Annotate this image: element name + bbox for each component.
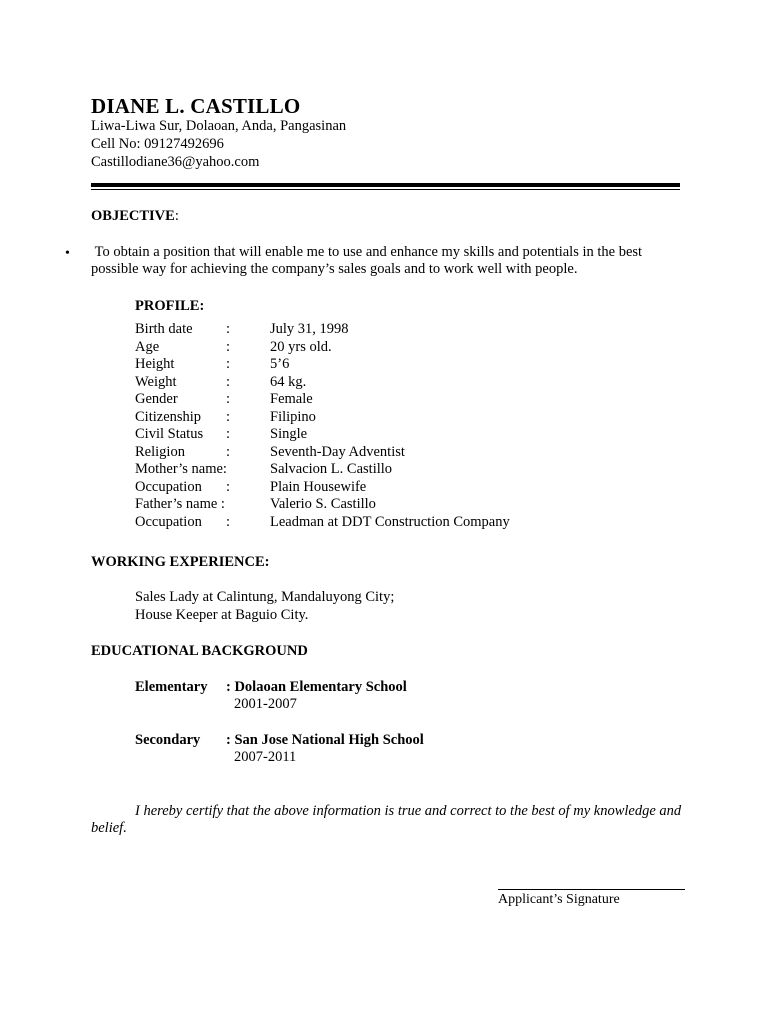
address: Liwa-Liwa Sur, Dolaoan, Anda, Pangasinan <box>91 118 347 134</box>
bullet-icon: • <box>65 246 70 261</box>
profile-value: 64 kg. <box>270 373 307 390</box>
education-years: 2007-2011 <box>234 749 297 765</box>
profile-colon: : <box>226 426 231 442</box>
profile-label: Weight <box>135 373 177 390</box>
profile-value: 20 yrs old. <box>270 338 332 355</box>
education-level: Secondary <box>135 732 201 748</box>
profile-value: Plain Housewife <box>270 478 367 495</box>
experience-heading: WORKING EXPERIENCE: <box>91 554 270 570</box>
profile-value: Salvacion L. Castillo <box>270 461 393 477</box>
profile-label: Height <box>135 356 175 372</box>
profile-label: Gender <box>135 391 178 407</box>
profile-heading: PROFILE: <box>135 298 205 314</box>
signature-label: Applicant’s Signature <box>498 892 620 907</box>
profile-value: 5’6 <box>270 356 290 372</box>
education-level: Elementary <box>135 679 208 695</box>
profile-value: Female <box>270 391 313 407</box>
profile-colon: : <box>226 443 231 460</box>
education-years: 2001-2007 <box>234 696 297 712</box>
education-heading: EDUCATIONAL BACKGROUND <box>91 643 308 659</box>
email: Castillodiane36@yahoo.com <box>91 154 260 170</box>
objective-heading: OBJECTIVE: <box>91 208 179 224</box>
profile-colon: : <box>226 391 231 407</box>
signature-line <box>498 889 685 890</box>
education-school: : Dolaoan Elementary School <box>226 679 407 695</box>
profile-colon: : <box>226 513 231 530</box>
objective-text: To obtain a position that will enable me to use and enhance my skills and potentials in the best possible way for achieving the company’s sales goals and to work well with people. <box>91 244 643 277</box>
profile-value: Seventh-Day Adventist <box>270 443 405 460</box>
profile-label: Citizenship <box>135 408 202 425</box>
experience-item: House Keeper at Baguio City. <box>135 607 309 623</box>
profile-label: Father’s name : <box>135 496 225 512</box>
profile-colon: : <box>226 478 231 495</box>
profile-value: July 31, 1998 <box>270 321 349 337</box>
header-divider-thick <box>91 183 680 187</box>
cell-number: Cell No: 09127492696 <box>91 136 224 152</box>
profile-value: Single <box>270 426 308 442</box>
profile-label: Birth date <box>135 321 193 337</box>
profile-value: Leadman at DDT Construction Company <box>270 513 510 530</box>
profile-colon: : <box>226 408 231 425</box>
profile-label: Occupation <box>135 478 202 495</box>
profile-value: Valerio S. Castillo <box>270 496 376 512</box>
profile-colon: : <box>226 373 231 390</box>
education-school: : San Jose National High School <box>226 732 424 748</box>
profile-label: Mother’s name: <box>135 461 227 477</box>
experience-item: Sales Lady at Calintung, Mandaluyong City; <box>135 589 395 605</box>
profile-value: Filipino <box>270 408 316 425</box>
profile-label: Occupation <box>135 513 202 530</box>
profile-label: Age <box>135 338 160 355</box>
profile-label: Religion <box>135 443 185 460</box>
applicant-name: DIANE L. CASTILLO <box>91 94 301 118</box>
header-divider-thin <box>91 189 680 190</box>
profile-label: Civil Status <box>135 426 204 442</box>
certification-statement: I hereby certify that the above information is true and correct to the best of my knowledge and belief. <box>91 803 682 836</box>
profile-colon: : <box>226 321 231 337</box>
profile-colon: : <box>226 338 231 355</box>
profile-colon: : <box>226 356 231 372</box>
